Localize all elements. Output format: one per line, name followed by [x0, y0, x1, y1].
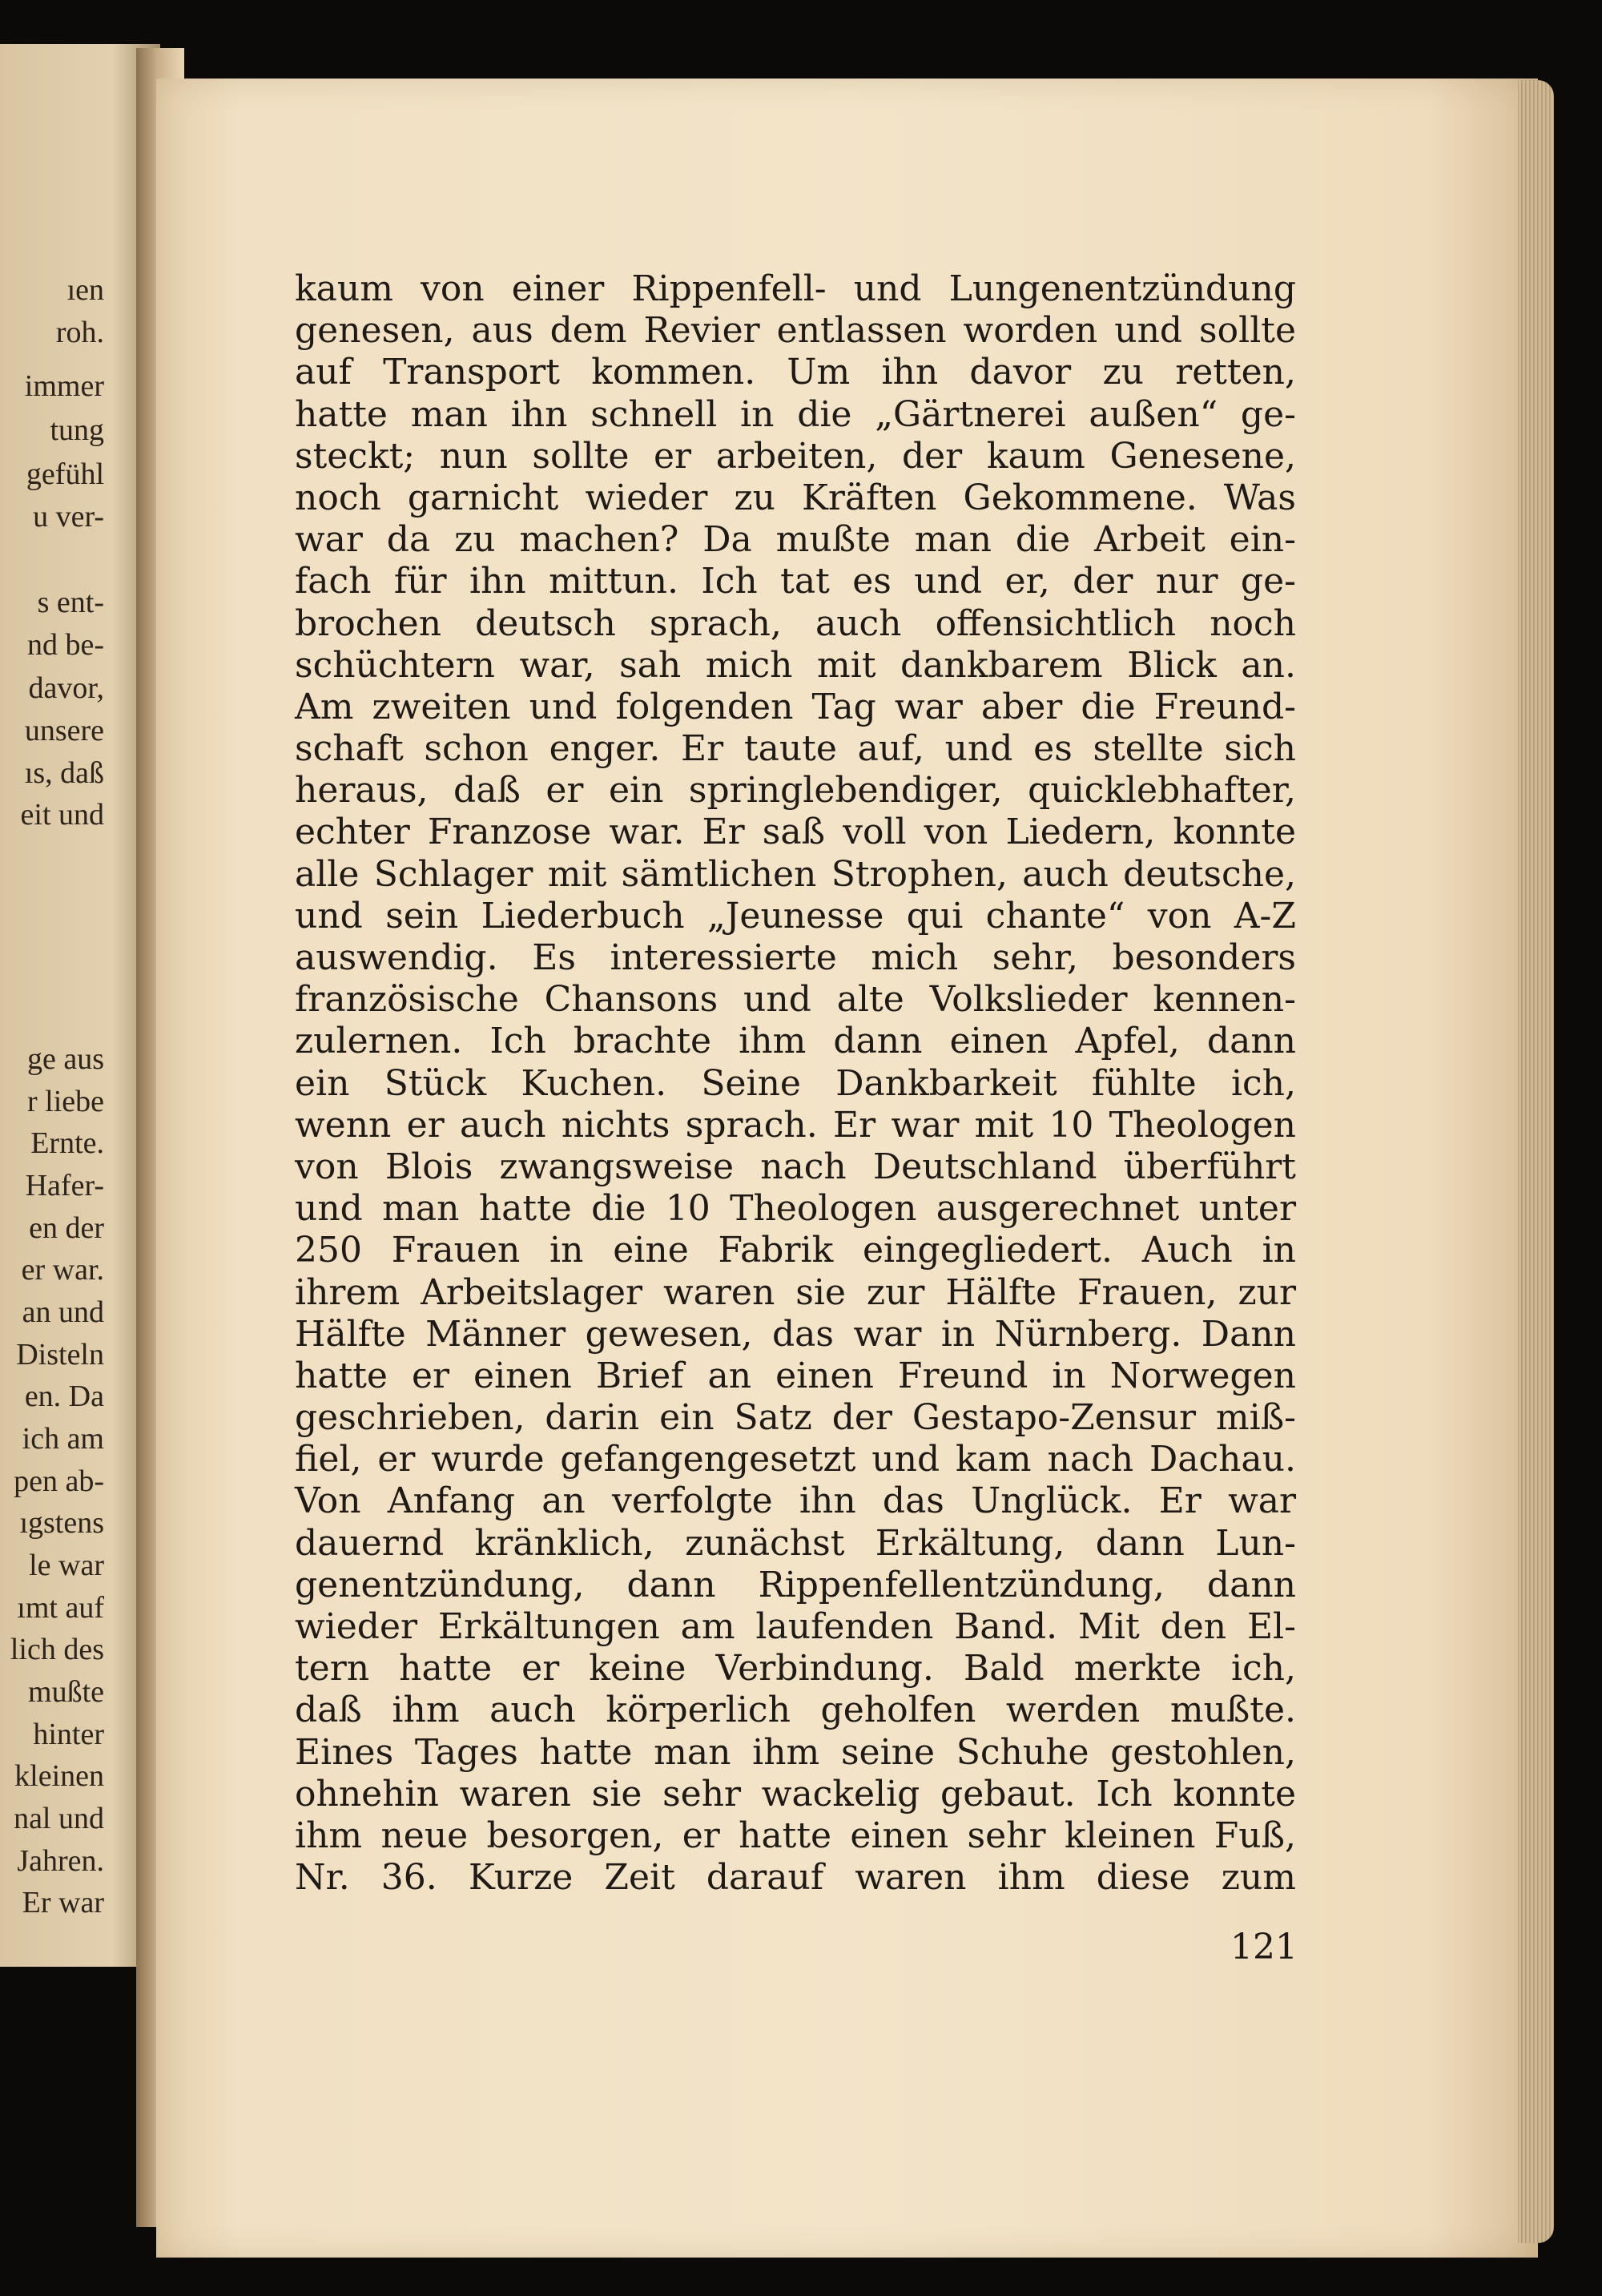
text-line: schüchtern war, sah mich mit dankbarem Blick an. — [295, 644, 1296, 686]
left-fragment: an und — [22, 1295, 104, 1329]
body-text — [295, 268, 1296, 1899]
text-line: auswendig. Es interessierte mich sehr, besonders — [295, 937, 1296, 978]
text-line: daß ihm auch körperlich geholfen werden mußte. — [295, 1690, 1296, 1731]
left-fragment: eit und — [20, 798, 104, 832]
text-line: fach für ihn mittun. Ich tat es und er, der nur ge- — [295, 561, 1296, 602]
page-edges — [1518, 80, 1554, 2243]
left-fragment: mußte — [28, 1675, 104, 1709]
text-line: hatte er einen Brief an einen Freund in Norwegen — [295, 1355, 1296, 1396]
left-fragment: s ent- — [37, 586, 104, 619]
text-line: schaft schon enger. Er taute auf, und es stellte sich — [295, 728, 1296, 770]
text-line: und sein Liederbuch „Jeunesse qui chante“ von A-Z — [295, 895, 1296, 937]
left-fragment: kleinen — [14, 1759, 104, 1793]
left-fragment: ıgstens — [19, 1506, 104, 1540]
text-line: war da zu machen? Da mußte man die Arbeit ein- — [295, 519, 1296, 561]
text-line: geschrieben, darin ein Satz der Gestapo-Zensur miß- — [295, 1397, 1296, 1439]
left-fragment: immer — [24, 369, 104, 403]
left-fragment: u ver- — [33, 500, 104, 534]
left-fragment: r liebe — [26, 1085, 104, 1118]
text-line: auf Transport kommen. Um ihn davor zu retten, — [295, 352, 1296, 393]
text-line: noch garnicht wieder zu Kräften Gekommene. Was — [295, 477, 1296, 518]
left-fragment: Ernte. — [30, 1126, 104, 1160]
text-line: fiel, er wurde gefangengesetzt und kam nach Dachau. — [295, 1439, 1296, 1480]
text-line: echter Franzose war. Er saß voll von Liedern, konnte — [295, 812, 1296, 853]
text-line: und man hatte die 10 Theologen ausgerechnet unter — [295, 1188, 1296, 1230]
text-line: 250 Frauen in eine Fabrik eingegliedert. Auch in — [295, 1230, 1296, 1271]
text-line: alle Schlager mit sämtlichen Strophen, auch deutsche, — [295, 853, 1296, 895]
text-line: wieder Erkältungen am laufenden Band. Mit den El- — [295, 1606, 1296, 1647]
text-line: tern hatte er keine Verbindung. Bald merkte ich, — [295, 1648, 1296, 1690]
left-fragment: hinter — [33, 1718, 104, 1751]
left-fragment: gefühl — [26, 457, 104, 491]
left-fragment: nd be- — [26, 628, 104, 662]
left-fragment: ımt auf — [17, 1591, 104, 1625]
text-line: dauernd kränklich, zunächst Erkältung, dann Lun- — [295, 1522, 1296, 1564]
text-line: ein Stück Kuchen. Seine Dankbarkeit fühlte ich, — [295, 1062, 1296, 1104]
text-line: Von Anfang an verfolgte ihn das Unglück. Er war — [295, 1480, 1296, 1522]
text-line: ihm neue besorgen, er hatte einen sehr kleinen Fuß, — [295, 1815, 1296, 1856]
text-line: brochen deutsch sprach, auch offensichtlich noch — [295, 602, 1296, 644]
left-fragment: le war — [29, 1549, 104, 1582]
left-fragment: ge aus — [26, 1042, 104, 1076]
page-number: 121 — [1230, 1927, 1298, 1968]
text-line: kaum von einer Rippenfell- und Lungenentzündung — [295, 268, 1296, 309]
left-fragment: Jahren. — [17, 1844, 104, 1878]
text-line: französische Chansons und alte Volkslieder kennen- — [295, 979, 1296, 1021]
text-line: steckt; nun sollte er arbeiten, der kaum Genesene, — [295, 435, 1296, 477]
left-fragment: ich am — [22, 1422, 104, 1456]
left-fragment: Disteln — [16, 1338, 104, 1372]
text-line: ohnehin waren sie sehr wackelig gebaut. Ich konnte — [295, 1773, 1296, 1815]
text-line: Eines Tages hatte man ihm seine Schuhe gestohlen, — [295, 1731, 1296, 1773]
left-fragment: en. Da — [24, 1380, 104, 1413]
left-fragment: tung — [50, 413, 104, 447]
left-fragment: unsere — [24, 714, 104, 747]
text-line: Nr. 36. Kurze Zeit darauf waren ihm diese zum — [295, 1857, 1296, 1899]
left-fragment: Hafer- — [25, 1169, 104, 1202]
text-line: genesen, aus dem Revier entlassen worden und sollte — [295, 310, 1296, 352]
left-fragment: pen ab- — [14, 1464, 104, 1498]
text-line: Hälfte Männer gewesen, das war in Nürnberg. Dann — [295, 1313, 1296, 1355]
left-fragment: Er war — [22, 1886, 104, 1919]
left-fragment: en der — [29, 1211, 104, 1245]
text-line: heraus, daß er ein springlebendiger, quicklebhafter, — [295, 770, 1296, 812]
left-fragment: roh. — [55, 316, 104, 349]
text-line: wenn er auch nichts sprach. Er war mit 10 Theologen — [295, 1104, 1296, 1146]
text-line: zulernen. Ich brachte ihm dann einen Apfel, dann — [295, 1021, 1296, 1062]
left-fragment: ıs, daß — [24, 756, 104, 790]
text-line: Am zweiten und folgenden Tag war aber die Freund- — [295, 686, 1296, 727]
text-line: genentzündung, dann Rippenfellentzündung, dann — [295, 1564, 1296, 1605]
left-fragment: davor, — [28, 671, 104, 705]
left-fragment: nal und — [14, 1802, 104, 1835]
left-fragment: lich des — [10, 1633, 104, 1666]
text-line: von Blois zwangsweise nach Deutschland überführt — [295, 1146, 1296, 1187]
text-line: ihrem Arbeitslager waren sie zur Hälfte Frauen, zur — [295, 1271, 1296, 1313]
text-line: hatte man ihn schnell in die „Gärtnerei außen“ ge- — [295, 393, 1296, 435]
left-fragment: ıen — [66, 273, 104, 307]
left-fragment: er war. — [21, 1253, 104, 1287]
